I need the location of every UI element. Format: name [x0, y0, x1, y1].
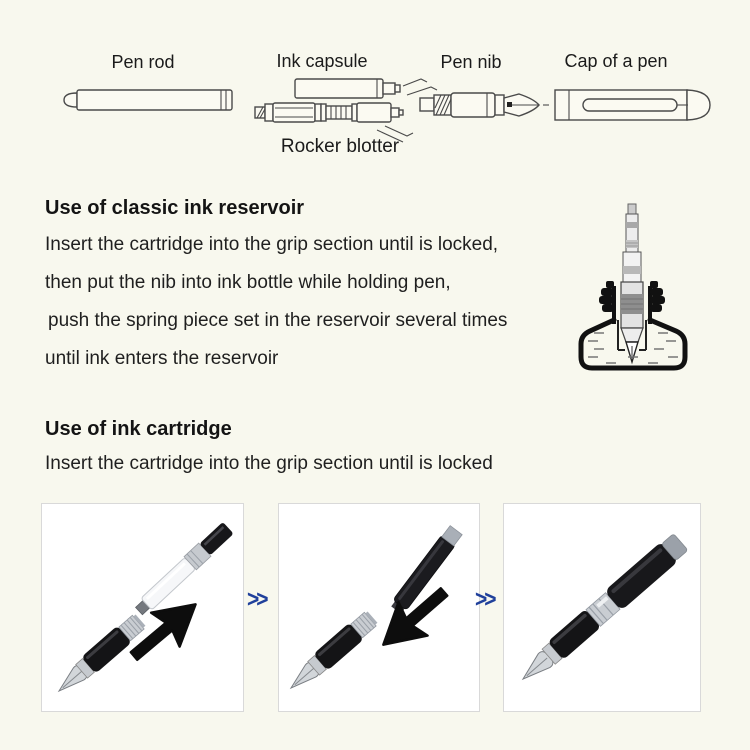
- pen-rod-label: Pen rod: [111, 52, 175, 72]
- rocker-blotter-label: Rocker blotter: [280, 136, 400, 157]
- rocker-blotter-drawing: [255, 103, 413, 142]
- reservoir-instruction-line: push the spring piece set in the reservoir several times: [48, 310, 508, 331]
- double-chevron-icon: >>: [247, 586, 266, 613]
- pen-rod-drawing: [64, 90, 232, 110]
- step1-insert-converter-photo: [42, 504, 243, 711]
- reservoir-instruction-line: then put the nib into ink bottle while holding pen,: [45, 272, 451, 293]
- ink-bottle-illustration: [570, 200, 730, 395]
- pen-nib-label: Pen nib: [440, 52, 502, 72]
- cap-of-pen-label: Cap of a pen: [564, 51, 668, 71]
- cartridge-section-heading: Use of ink cartridge: [45, 418, 232, 440]
- assembled-pen-photo: [514, 532, 689, 689]
- reservoir-instruction-line: Insert the cartridge into the grip section until is locked,: [45, 234, 499, 255]
- step1-photo-panel: [41, 503, 244, 712]
- double-chevron-icon: >>: [475, 586, 494, 613]
- pen-in-bottle-drawing: [621, 204, 643, 362]
- reservoir-section-heading: Use of classic ink reservoir: [45, 197, 305, 219]
- step3-assembled-pen-photo: [504, 504, 700, 711]
- step2-insert-cartridge-photo: [279, 504, 479, 711]
- reservoir-instruction-line: until ink enters the reservoir: [45, 348, 279, 369]
- ink-capsule-label: Ink capsule: [276, 51, 368, 71]
- pen-cap-drawing: [555, 90, 710, 120]
- grip-section-photo: [284, 609, 380, 696]
- step2-photo-panel: [278, 503, 480, 712]
- step3-photo-panel: [503, 503, 701, 712]
- ink-capsule-drawing: [295, 79, 437, 98]
- pen-parts-lineart: [55, 78, 715, 168]
- cartridge-instruction-line: Insert the cartridge into the grip section until is locked: [45, 453, 493, 474]
- converter-photo: [133, 521, 235, 617]
- pen-nib-drawing: [420, 93, 549, 117]
